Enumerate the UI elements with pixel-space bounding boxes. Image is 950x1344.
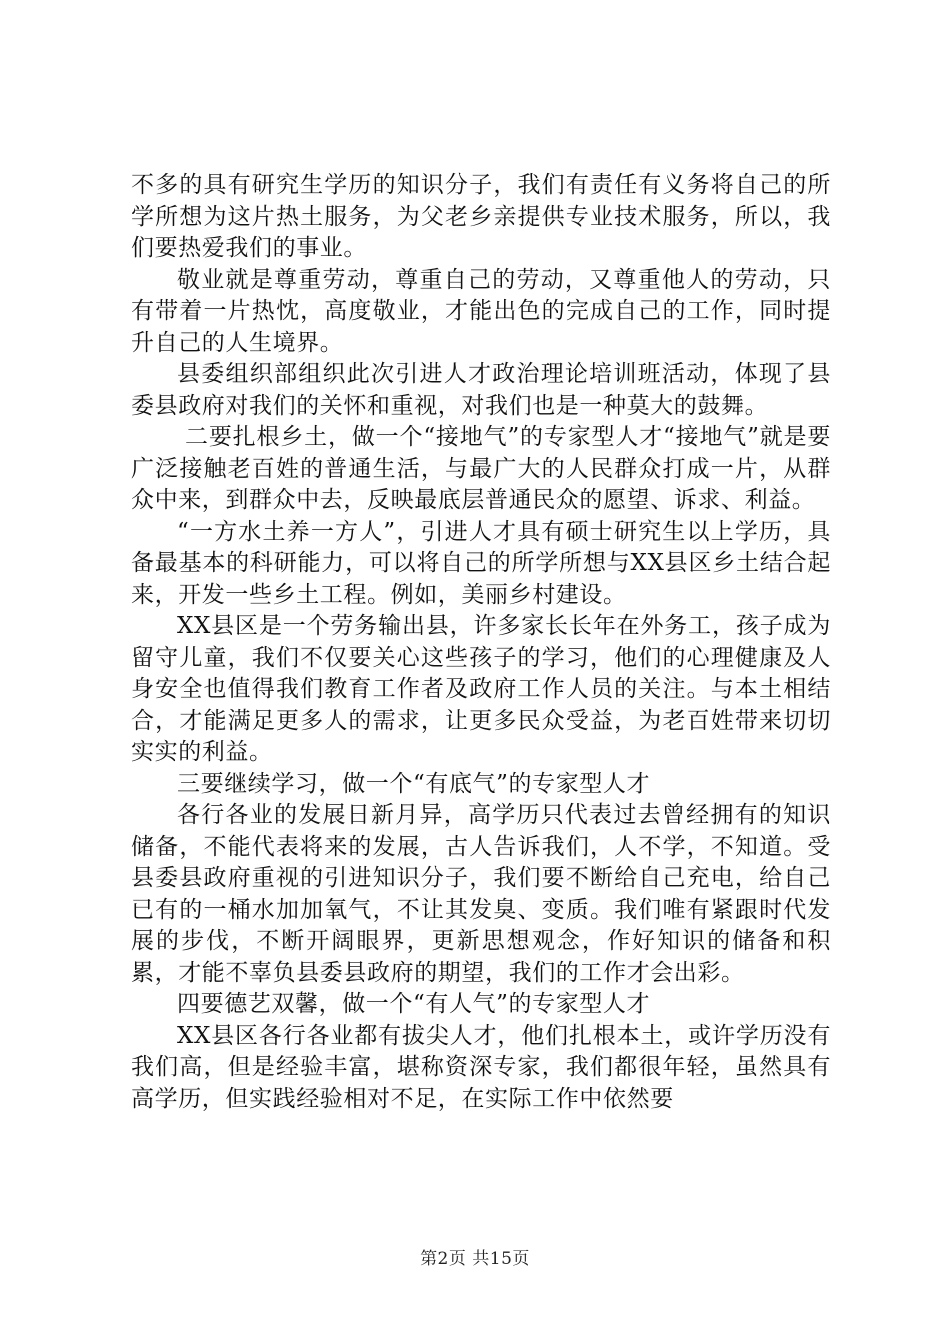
paragraph-training-activity: 县委组织部组织此次引进人才政治理论培训班活动，体现了县委县政府对我们的关怀和重视，对我们也是一种莫大的鼓舞。 (131, 361, 831, 419)
paragraph-continuation: 不多的具有研究生学历的知识分子，我们有责任有义务将自己的所学所想为这片热土服务，为父老乡亲提供专业技术服务，所以，我们要热爱我们的事业。 (131, 172, 831, 261)
paragraph-continuous-learning: 各行各业的发展日新月异，高学历只代表过去曾经拥有的知识储备，不能代表将来的发展，古人告诉我们，人不学，不知道。受县委县政府重视的引进知识分子，我们要不断给自己充电，给自己已有的一桶水加加氧气，不让其发臭、变质。我们唯有紧跟时代发展的步伐，不断开阔眼界，更新思想观念，作好知识的储备和积累，才能不辜负县委县政府的期望，我们的工作才会出彩。 (131, 802, 831, 986)
paragraph-dedication: 敬业就是尊重劳动，尊重自己的劳动，又尊重他人的劳动，只有带着一片热忱，高度敬业，才能出色的完成自己的工作，同时提升自己的人生境界。 (131, 266, 831, 356)
paragraph-section-four-heading: 四要德艺双馨，做一个“有人气”的专家型人才 (177, 991, 651, 1017)
paragraph-section-two-heading: 二要扎根乡土，做一个“接地气”的专家型人才“接地气”就是要广泛接触老百姓的普通生活，与最广大的人民群众打成一片，从群众中来，到群众中去，反映最底层普通民众的愿望、诉求、利益。 (131, 424, 831, 513)
paragraph-section-three-heading: 三要继续学习，做一个“有底气”的专家型人才 (177, 770, 651, 797)
paragraph-local-experts: XX县区各行各业都有拔尖人才，他们扎根本土，或许学历没有我们高，但是经验丰富，堪称资深专家，我们都很年轻，虽然具有高学历，但实践经验相对不足，在实际工作中依然要 (131, 1022, 831, 1112)
page-number-footer: 第2页 共15页 (420, 1249, 530, 1269)
paragraph-left-behind-children: XX县区是一个劳务输出县，许多家长长年在外务工，孩子成为留守儿童，我们不仅要关心这些孩子的学习，他们的心理健康及人身安全也值得我们教育工作者及政府工作人员的关注。与本土相结合，才能满足更多人的需求，让更多民众受益，为老百姓带来切切实实的利益。 (131, 613, 831, 765)
paragraph-local-roots: “一方水土养一方人”，引进人才具有硕士研究生以上学历，具备最基本的科研能力，可以将自己的所学所想与XX县区乡土结合起来，开发一些乡土工程。例如，美丽乡村建设。 (131, 518, 831, 608)
document-body (131, 170, 831, 1115)
